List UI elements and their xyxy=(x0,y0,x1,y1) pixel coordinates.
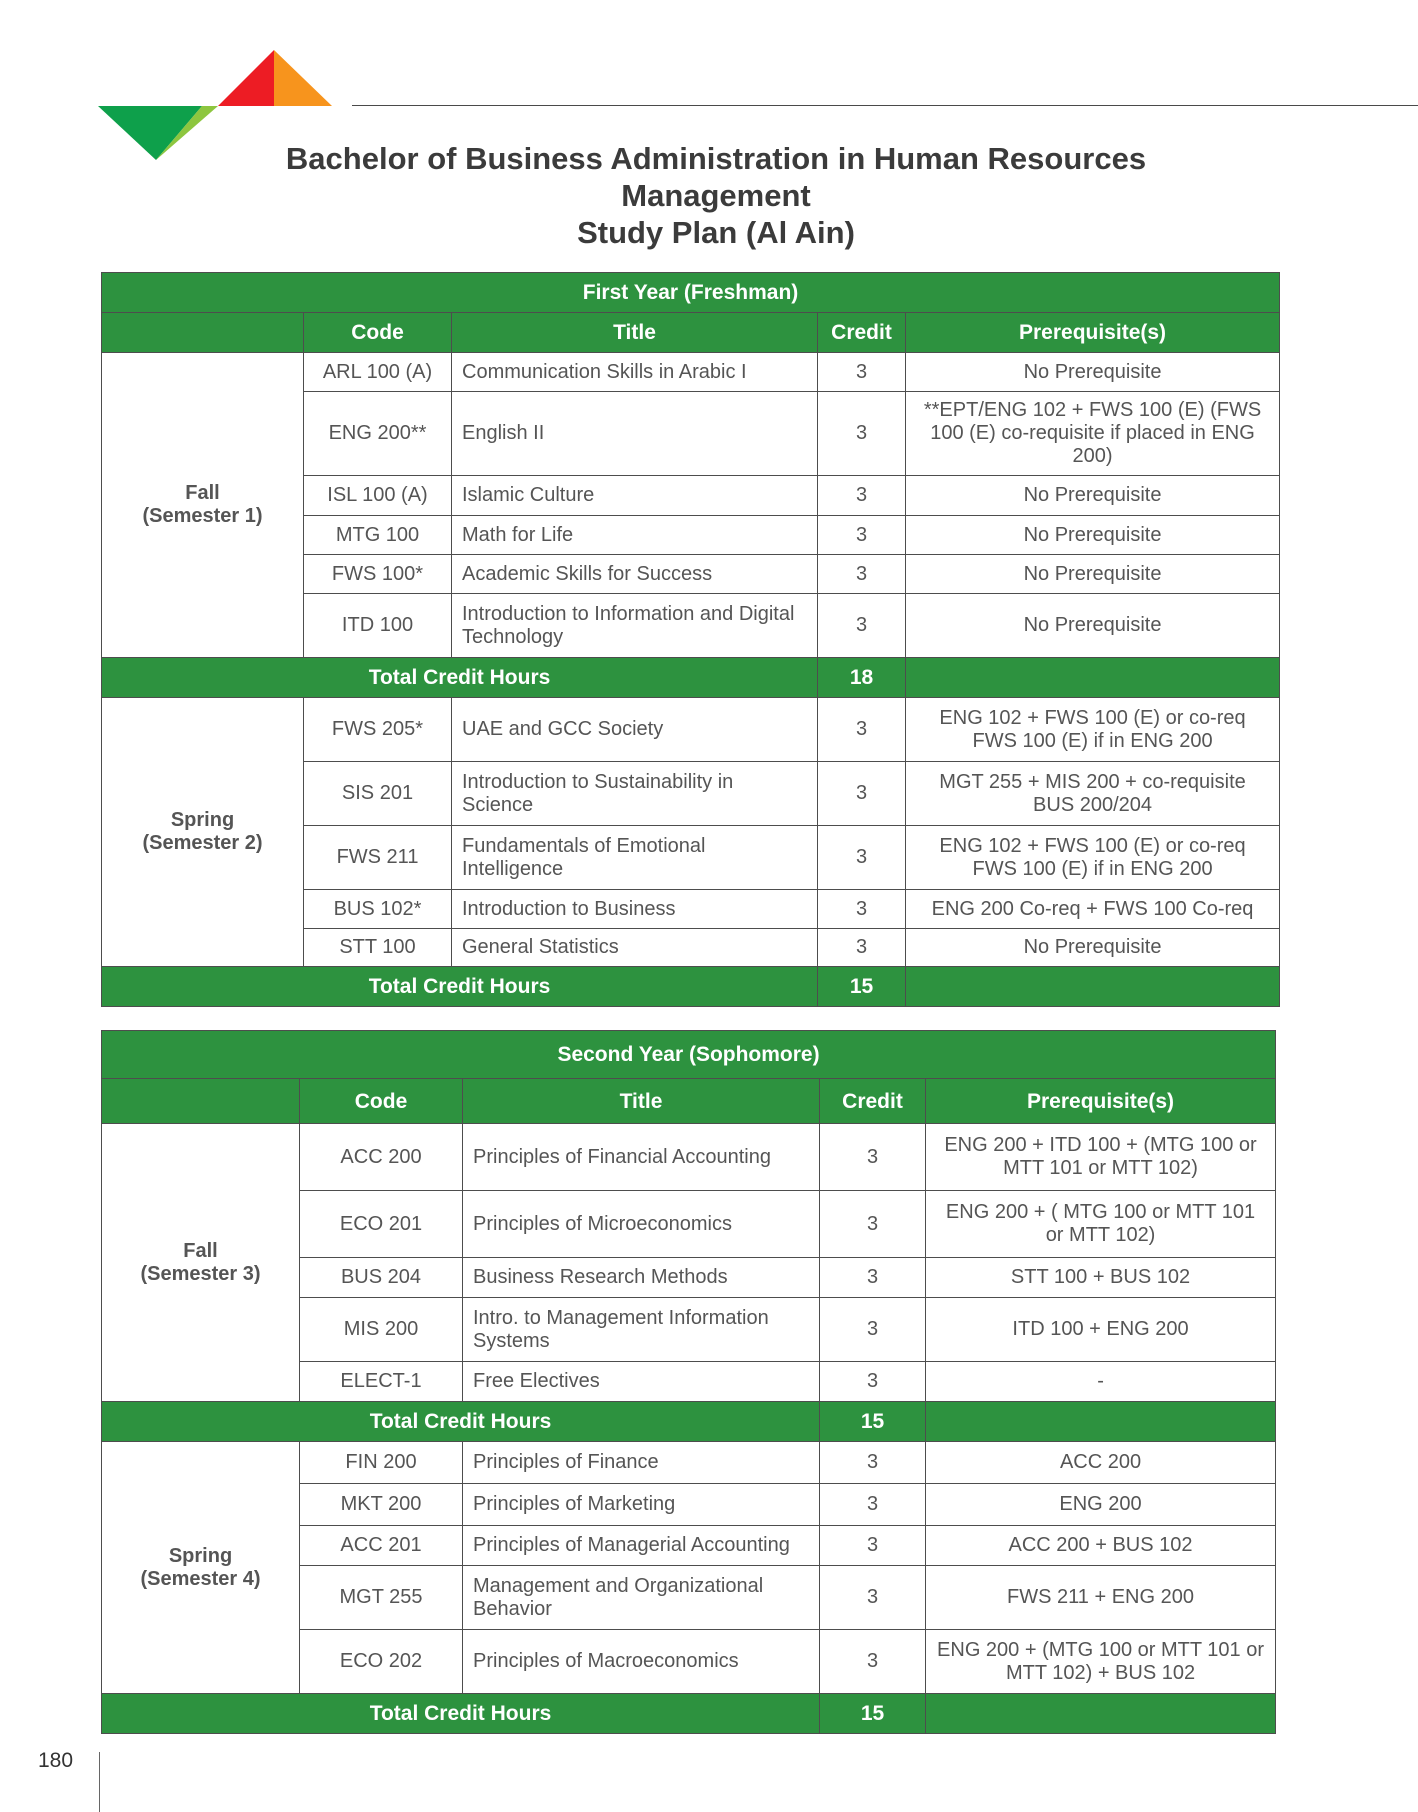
column-header-code: Code xyxy=(304,313,452,353)
course-prereq: ENG 200 xyxy=(926,1484,1276,1526)
course-prereq: No Prerequisite xyxy=(906,929,1280,967)
course-title: Introduction to Information and Digital Technology xyxy=(452,594,818,658)
total-credit: 15 xyxy=(818,967,906,1007)
course-credit: 3 xyxy=(820,1258,926,1298)
course-code: MIS 200 xyxy=(300,1298,463,1362)
total-credit: 15 xyxy=(820,1402,926,1442)
course-prereq: ENG 200 + ( MTG 100 or MTT 101 or MTT 102) xyxy=(926,1191,1276,1258)
course-title: General Statistics xyxy=(452,929,818,967)
semester-name: Spring xyxy=(168,1544,233,1567)
course-prereq: ENG 102 + FWS 100 (E) or co-req FWS 100 (E) if in ENG 200 xyxy=(906,698,1280,762)
course-code: ITD 100 xyxy=(304,594,452,658)
semester-label xyxy=(102,1124,300,1402)
table-row xyxy=(102,1442,1276,1484)
course-title: English II xyxy=(452,392,818,476)
semester-number: (Semester 2) xyxy=(142,832,263,854)
course-credit: 3 xyxy=(820,1630,926,1694)
column-header-prereq: Prerequisite(s) xyxy=(906,313,1280,353)
course-credit: 3 xyxy=(818,826,906,890)
course-code: FWS 211 xyxy=(304,826,452,890)
course-prereq: No Prerequisite xyxy=(906,476,1280,516)
total-credit: 15 xyxy=(820,1694,926,1734)
total-label: Total Credit Hours xyxy=(102,1694,820,1734)
course-credit: 3 xyxy=(818,476,906,516)
course-credit: 3 xyxy=(820,1124,926,1191)
column-header-row xyxy=(102,313,1280,353)
course-prereq: ENG 200 Co-req + FWS 100 Co-req xyxy=(906,890,1280,929)
title-line-1: Bachelor of Business Administration in Human Resources xyxy=(285,141,1147,176)
semester-number: (Semester 3) xyxy=(140,1262,261,1285)
total-credit: 18 xyxy=(818,658,906,698)
course-code: ECO 201 xyxy=(300,1191,463,1258)
course-code: ISL 100 (A) xyxy=(304,476,452,516)
course-title: Communication Skills in Arabic I xyxy=(452,353,818,392)
course-code: SIS 201 xyxy=(304,762,452,826)
course-credit: 3 xyxy=(818,698,906,762)
course-title: Islamic Culture xyxy=(452,476,818,516)
total-row xyxy=(102,1694,1276,1734)
course-title: Fundamentals of Emotional Intelligence xyxy=(452,826,818,890)
course-code: BUS 102* xyxy=(304,890,452,929)
column-header-title: Title xyxy=(463,1079,820,1124)
column-header-prereq: Prerequisite(s) xyxy=(926,1079,1276,1124)
total-empty xyxy=(926,1694,1276,1734)
column-header-row xyxy=(102,1079,1276,1124)
course-title: Management and Organizational Behavior xyxy=(463,1566,820,1630)
course-title: Principles of Financial Accounting xyxy=(463,1124,820,1191)
total-empty xyxy=(906,967,1280,1007)
semester-label xyxy=(102,1442,300,1694)
course-title: Principles of Managerial Accounting xyxy=(463,1526,820,1566)
total-label: Total Credit Hours xyxy=(102,1402,820,1442)
semester-number: (Semester 4) xyxy=(140,1567,261,1590)
course-title: Business Research Methods xyxy=(463,1258,820,1298)
course-prereq: ACC 200 + BUS 102 xyxy=(926,1526,1276,1566)
course-title: Principles of Microeconomics xyxy=(463,1191,820,1258)
semester-label xyxy=(102,698,304,967)
total-empty xyxy=(906,658,1280,698)
total-label: Total Credit Hours xyxy=(102,658,818,698)
course-credit: 3 xyxy=(820,1566,926,1630)
course-title: Math for Life xyxy=(452,516,818,555)
total-row xyxy=(102,967,1280,1007)
course-credit: 3 xyxy=(818,516,906,555)
course-prereq: ENG 200 + ITD 100 + (MTG 100 or MTT 101 or MTT 102) xyxy=(926,1124,1276,1191)
course-code: ACC 201 xyxy=(300,1526,463,1566)
course-title: Academic Skills for Success xyxy=(452,555,818,594)
semester-number: (Semester 1) xyxy=(142,505,263,527)
course-prereq: No Prerequisite xyxy=(906,516,1280,555)
column-header-credit: Credit xyxy=(820,1079,926,1124)
course-code: MGT 255 xyxy=(300,1566,463,1630)
course-code: ECO 202 xyxy=(300,1630,463,1694)
logo-orange-triangle xyxy=(274,50,332,106)
semester-name: Fall xyxy=(185,482,220,504)
course-prereq: **EPT/ENG 102 + FWS 100 (E) (FWS 100 (E) co-requisite if placed in ENG 200) xyxy=(906,392,1280,476)
course-code: FWS 100* xyxy=(304,555,452,594)
year-heading-row xyxy=(102,1031,1276,1079)
course-code: BUS 204 xyxy=(300,1258,463,1298)
course-code: FWS 205* xyxy=(304,698,452,762)
semester-name: Fall xyxy=(183,1239,218,1262)
second-year-table xyxy=(101,1030,1276,1734)
course-title: Introduction to Business xyxy=(452,890,818,929)
course-title: Principles of Marketing xyxy=(463,1484,820,1526)
course-prereq: ACC 200 xyxy=(926,1442,1276,1484)
table-row xyxy=(102,698,1280,762)
table-row xyxy=(102,353,1280,392)
course-code: ELECT-1 xyxy=(300,1362,463,1402)
column-header-code: Code xyxy=(300,1079,463,1124)
course-title: Principles of Macroeconomics xyxy=(463,1630,820,1694)
column-header-empty xyxy=(102,1079,300,1124)
course-title: Free Electives xyxy=(463,1362,820,1402)
course-title: Introduction to Sustainability in Science xyxy=(452,762,818,826)
course-title: UAE and GCC Society xyxy=(452,698,818,762)
course-credit: 3 xyxy=(820,1362,926,1402)
semester-name: Spring xyxy=(170,809,235,831)
course-prereq: ITD 100 + ENG 200 xyxy=(926,1298,1276,1362)
course-prereq: MGT 255 + MIS 200 + co-requisite BUS 200/204 xyxy=(906,762,1280,826)
course-credit: 3 xyxy=(820,1526,926,1566)
course-credit: 3 xyxy=(820,1484,926,1526)
course-prereq: No Prerequisite xyxy=(906,353,1280,392)
course-credit: 3 xyxy=(818,929,906,967)
course-code: ACC 200 xyxy=(300,1124,463,1191)
course-code: STT 100 xyxy=(304,929,452,967)
column-header-credit: Credit xyxy=(818,313,906,353)
year-heading-row xyxy=(102,273,1280,313)
course-prereq: - xyxy=(926,1362,1276,1402)
course-credit: 3 xyxy=(820,1298,926,1362)
course-title: Principles of Finance xyxy=(463,1442,820,1484)
header-rule xyxy=(352,105,1418,106)
course-credit: 3 xyxy=(818,762,906,826)
course-prereq: FWS 211 + ENG 200 xyxy=(926,1566,1276,1630)
course-code: ENG 200** xyxy=(304,392,452,476)
column-header-title: Title xyxy=(452,313,818,353)
footer-rule xyxy=(99,1752,100,1812)
course-code: FIN 200 xyxy=(300,1442,463,1484)
course-code: MKT 200 xyxy=(300,1484,463,1526)
course-credit: 3 xyxy=(820,1191,926,1258)
course-credit: 3 xyxy=(818,890,906,929)
course-prereq: ENG 200 + (MTG 100 or MTT 101 or MTT 102) + BUS 102 xyxy=(926,1630,1276,1694)
year-heading: Second Year (Sophomore) xyxy=(102,1031,1276,1079)
course-credit: 3 xyxy=(820,1442,926,1484)
course-code: MTG 100 xyxy=(304,516,452,555)
title-line-2: Management xyxy=(621,178,811,213)
semester-label xyxy=(102,353,304,658)
year-heading: First Year (Freshman) xyxy=(102,273,1280,313)
course-prereq: No Prerequisite xyxy=(906,555,1280,594)
table-row xyxy=(102,1124,1276,1191)
course-prereq: No Prerequisite xyxy=(906,594,1280,658)
course-code: ARL 100 (A) xyxy=(304,353,452,392)
page-number: 180 xyxy=(38,1749,74,1772)
first-year-table xyxy=(101,272,1280,1007)
total-row xyxy=(102,658,1280,698)
total-label: Total Credit Hours xyxy=(102,967,818,1007)
title-line-3: Study Plan (Al Ain) xyxy=(577,215,855,250)
total-empty xyxy=(926,1402,1276,1442)
course-credit: 3 xyxy=(818,555,906,594)
course-credit: 3 xyxy=(818,353,906,392)
course-prereq: ENG 102 + FWS 100 (E) or co-req FWS 100 (E) if in ENG 200 xyxy=(906,826,1280,890)
course-prereq: STT 100 + BUS 102 xyxy=(926,1258,1276,1298)
logo-red-triangle xyxy=(218,50,274,106)
course-title: Intro. to Management Information Systems xyxy=(463,1298,820,1362)
course-credit: 3 xyxy=(818,594,906,658)
total-row xyxy=(102,1402,1276,1442)
page-title xyxy=(250,140,1182,251)
course-credit: 3 xyxy=(818,392,906,476)
column-header-empty xyxy=(102,313,304,353)
